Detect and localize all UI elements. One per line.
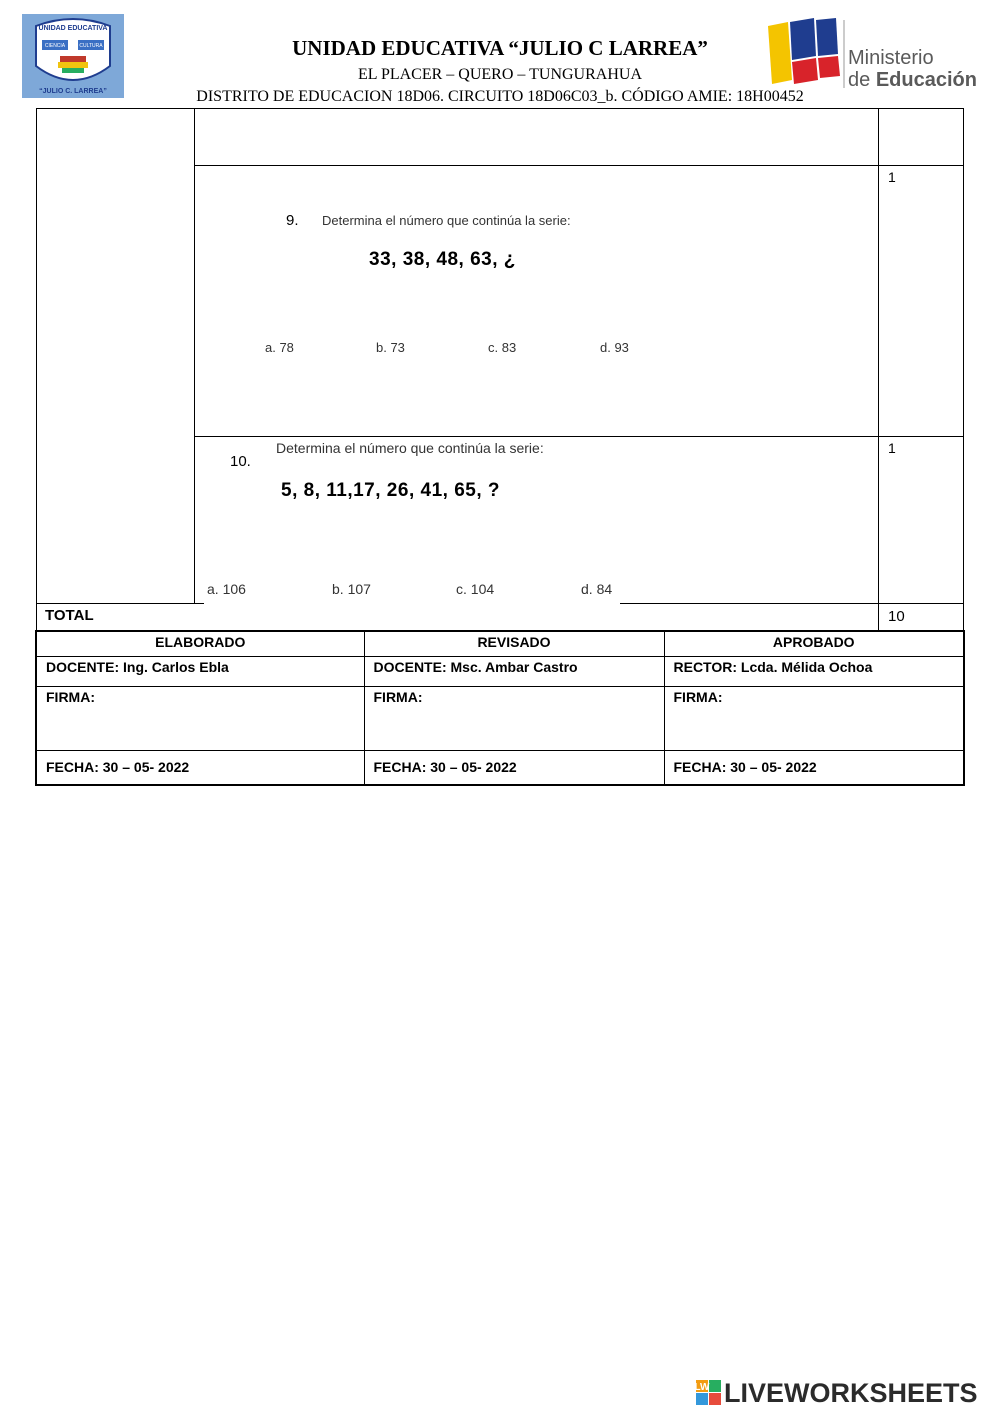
q9-option-d[interactable]: d. 93 xyxy=(600,340,629,355)
total-label: TOTAL xyxy=(45,607,94,624)
logo-text-bottom: “JULIO C. LARREA” xyxy=(39,88,107,95)
liveworksheets-text: LIVEWORKSHEETS xyxy=(724,1378,978,1408)
school-logo xyxy=(22,14,124,98)
revisado-date: FECHA: 30 – 05- 2022 xyxy=(364,751,664,785)
revisado-person: DOCENTE: Msc. Ambar Castro xyxy=(364,657,664,687)
logo-word-2: CULTURA xyxy=(79,43,103,49)
school-location: EL PLACER – QUERO – TUNGURAHUA xyxy=(358,66,642,83)
elaborado-date: FECHA: 30 – 05- 2022 xyxy=(36,751,364,785)
elaborado-person: DOCENTE: Ing. Carlos Ebla xyxy=(36,657,364,687)
school-title: UNIDAD EDUCATIVA “JULIO C LARREA” xyxy=(292,36,708,60)
svg-text:de Educación xyxy=(848,69,977,91)
q10-option-c[interactable]: c. 104 xyxy=(456,581,495,597)
q10-option-a[interactable]: a. 106 xyxy=(207,581,246,597)
aprobado-person: RECTOR: Lcda. Mélida Ochoa xyxy=(664,657,964,687)
q10-option-d[interactable]: d. 84 xyxy=(581,581,613,597)
ministry-line2a: de xyxy=(848,69,876,91)
revisado-signature: FIRMA: xyxy=(364,687,664,751)
badge-letters: LW xyxy=(694,1382,710,1393)
flag-red-stripe xyxy=(792,58,818,84)
col-aprobado: APROBADO xyxy=(664,631,964,657)
q9-score: 1 xyxy=(888,169,896,185)
ministry-logo xyxy=(766,18,977,92)
q10-prompt: Determina el número que continúa la serie: xyxy=(276,440,544,456)
ministry-line2b: Educación xyxy=(875,69,977,91)
approval-table xyxy=(35,630,965,786)
logo-text-top: UNIDAD EDUCATIVA xyxy=(38,25,108,32)
q10-number: 10. xyxy=(230,453,251,470)
total-value: 10 xyxy=(888,608,905,625)
q9-option-b[interactable]: b. 73 xyxy=(376,340,405,355)
aprobado-signature: FIRMA: xyxy=(664,687,964,751)
col-revisado: REVISADO xyxy=(364,631,664,657)
logo-word-1: CIENCIA xyxy=(44,43,66,49)
flag-blue-stripe xyxy=(790,18,816,60)
q10-option-b[interactable]: b. 107 xyxy=(332,581,371,597)
school-district: DISTRITO DE EDUCACION 18D06. CIRCUITO 18D06C03_b. CÓDIGO AMIE: 18H00452 xyxy=(196,88,804,105)
q9-number: 9. xyxy=(286,212,299,229)
elaborado-signature: FIRMA: xyxy=(36,687,364,751)
q10-score: 1 xyxy=(888,440,896,456)
q9-option-a[interactable]: a. 78 xyxy=(265,340,294,355)
col-elaborado: ELABORADO xyxy=(36,631,364,657)
flag-yellow-stripe xyxy=(768,22,792,84)
q9-series: 33, 38, 48, 63, ¿ xyxy=(369,249,516,270)
aprobado-date: FECHA: 30 – 05- 2022 xyxy=(664,751,964,785)
q10-series: 5, 8, 11,17, 26, 41, 65, ? xyxy=(281,480,500,501)
q9-prompt: Determina el número que continúa la serie: xyxy=(322,213,571,228)
liveworksheets-logo[interactable] xyxy=(696,1376,996,1410)
q9-option-c[interactable]: c. 83 xyxy=(488,340,517,355)
ministry-line1: Ministerio xyxy=(848,47,934,69)
